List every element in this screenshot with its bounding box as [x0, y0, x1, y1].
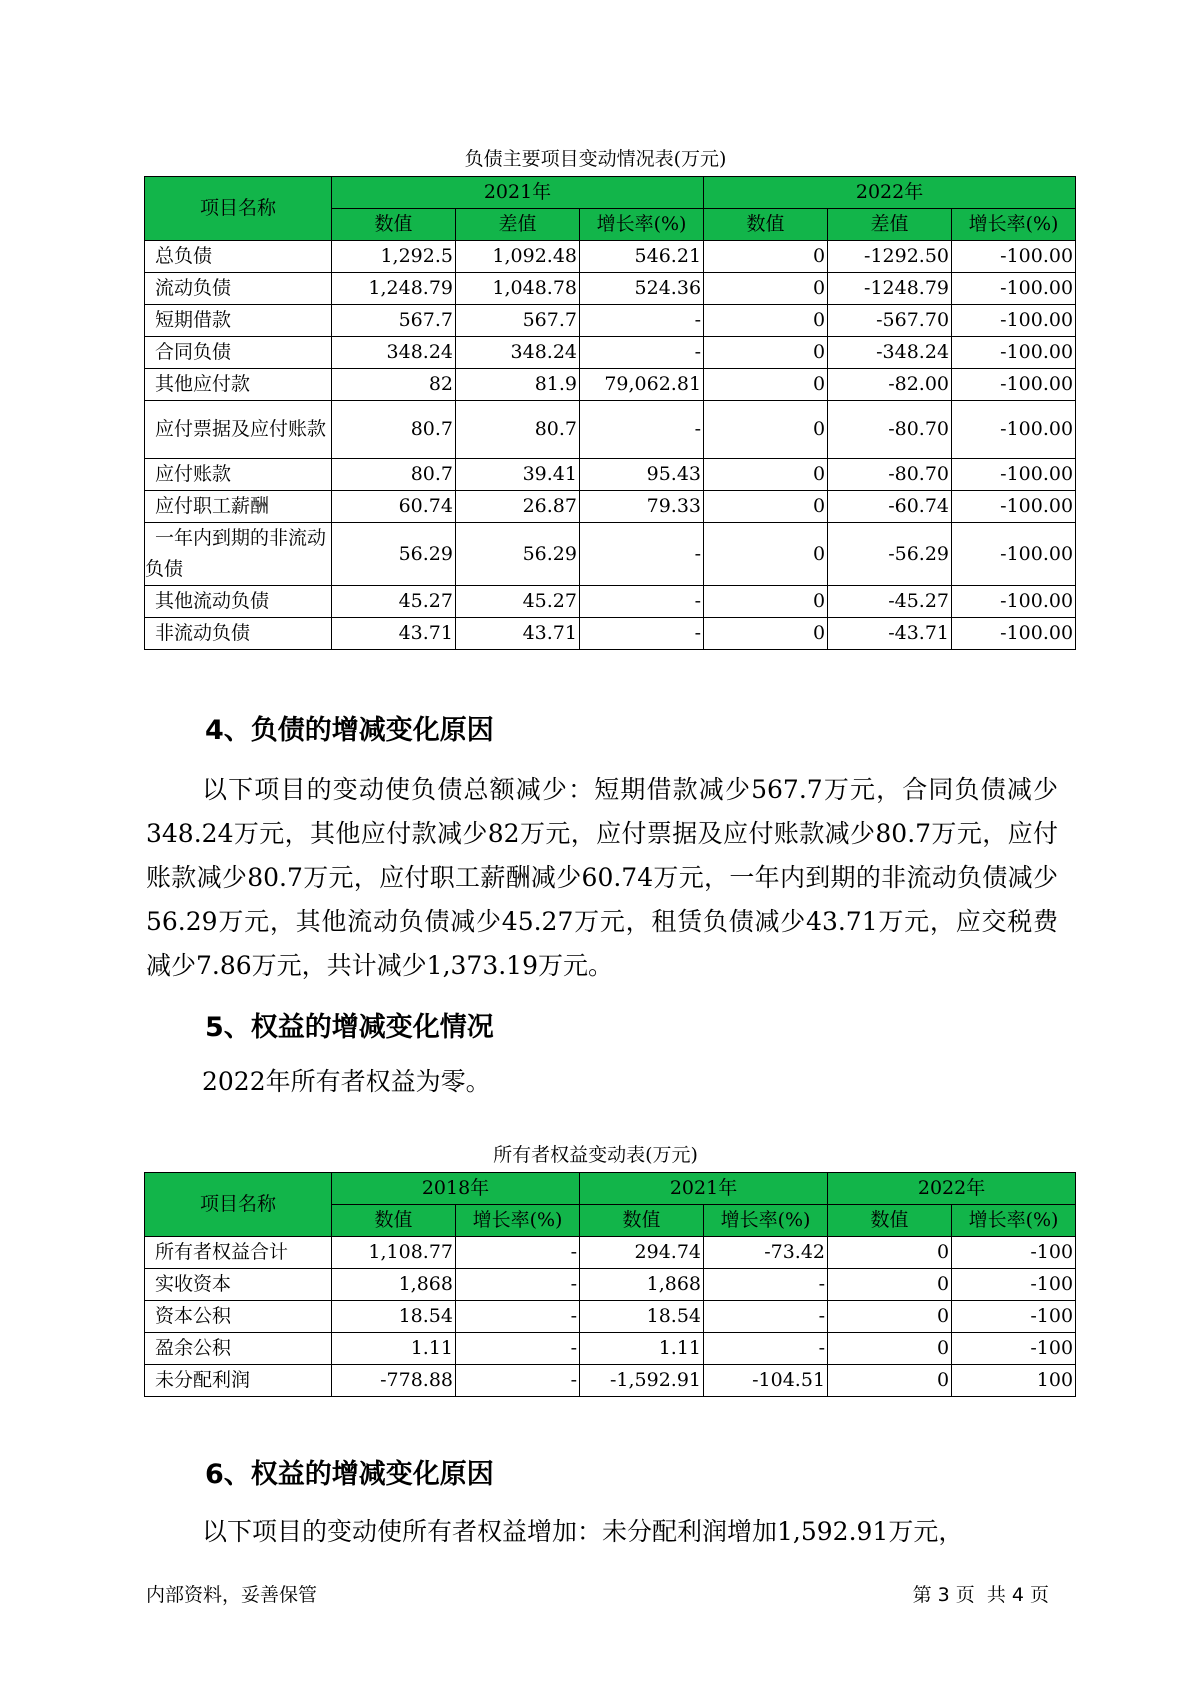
table-cell: - [580, 401, 704, 459]
table-cell: - [456, 1269, 580, 1301]
header-col: 增长率(%) [704, 1205, 828, 1237]
table-cell: 0 [828, 1365, 952, 1397]
table-cell: 567.7 [456, 305, 580, 337]
table-cell: 0 [704, 618, 828, 650]
table-cell: 567.7 [332, 305, 456, 337]
table-cell: -100 [952, 1237, 1076, 1269]
table-cell: - [580, 305, 704, 337]
table-cell: 1,868 [580, 1269, 704, 1301]
row-label: 流动负债 [145, 273, 332, 305]
table-cell: -1,592.91 [580, 1365, 704, 1397]
table-cell: -45.27 [828, 586, 952, 618]
table-row [145, 337, 1076, 369]
table-cell: -60.74 [828, 491, 952, 523]
table-cell: 0 [704, 273, 828, 305]
table-cell: -100.00 [952, 618, 1076, 650]
row-label: 总负债 [145, 241, 332, 273]
table-cell: -100.00 [952, 401, 1076, 459]
table-cell: -100.00 [952, 523, 1076, 586]
header-item-name: 项目名称 [145, 1173, 332, 1237]
header-col: 增长率(%) [952, 209, 1076, 241]
table-cell: 0 [704, 241, 828, 273]
row-label: 应付职工薪酬 [145, 491, 332, 523]
table-row [145, 273, 1076, 305]
table-cell: 95.43 [580, 459, 704, 491]
table-cell: - [580, 618, 704, 650]
header-year-2022: 2022年 [704, 177, 1076, 209]
header-col: 增长率(%) [580, 209, 704, 241]
table-cell: 80.7 [456, 401, 580, 459]
table-cell: -82.00 [828, 369, 952, 401]
table-row [145, 618, 1076, 650]
table-cell: 0 [828, 1301, 952, 1333]
table-row [145, 1365, 1076, 1397]
table-cell: -567.70 [828, 305, 952, 337]
header-year-2021: 2021年 [332, 177, 704, 209]
table-cell: 80.7 [332, 459, 456, 491]
table-row [145, 369, 1076, 401]
table-cell: 43.71 [456, 618, 580, 650]
table-row [145, 586, 1076, 618]
table-cell: 79.33 [580, 491, 704, 523]
header-col: 增长率(%) [952, 1205, 1076, 1237]
table-cell: 18.54 [332, 1301, 456, 1333]
table-cell: -100 [952, 1301, 1076, 1333]
table-cell: 26.87 [456, 491, 580, 523]
table-cell: -73.42 [704, 1237, 828, 1269]
table-cell: 56.29 [456, 523, 580, 586]
table-cell: - [456, 1333, 580, 1365]
table-cell: -80.70 [828, 401, 952, 459]
table-cell: 80.7 [332, 401, 456, 459]
table-row [145, 241, 1076, 273]
table-cell: -100.00 [952, 337, 1076, 369]
table-cell: 1,048.78 [456, 273, 580, 305]
header-col: 数值 [332, 1205, 456, 1237]
table-cell: 0 [704, 337, 828, 369]
row-label: 一年内到期的非流动负债 [145, 523, 332, 586]
table-cell: - [456, 1365, 580, 1397]
header-year-2021: 2021年 [580, 1173, 828, 1205]
table-row [145, 491, 1076, 523]
table-cell: 45.27 [456, 586, 580, 618]
table-cell: 56.29 [332, 523, 456, 586]
row-label: 其他流动负债 [145, 586, 332, 618]
table-cell: 0 [704, 305, 828, 337]
table-row [145, 1301, 1076, 1333]
liabilities-table-body [145, 241, 1076, 650]
table-cell: 39.41 [456, 459, 580, 491]
table-cell: 524.36 [580, 273, 704, 305]
table-cell: 1,108.77 [332, 1237, 456, 1269]
table-cell: 546.21 [580, 241, 704, 273]
table-row [145, 401, 1076, 459]
table-cell: 79,062.81 [580, 369, 704, 401]
table-cell: 1,092.48 [456, 241, 580, 273]
table-cell: - [580, 586, 704, 618]
table-cell: -778.88 [332, 1365, 456, 1397]
row-label: 资本公积 [145, 1301, 332, 1333]
table-cell: 0 [704, 491, 828, 523]
table-cell: 0 [704, 369, 828, 401]
table-row [145, 1333, 1076, 1365]
table-cell: 1,292.5 [332, 241, 456, 273]
liabilities-table [144, 176, 1076, 650]
table-cell: -100.00 [952, 369, 1076, 401]
table-cell: - [704, 1333, 828, 1365]
table-cell: 0 [828, 1237, 952, 1269]
header-col: 增长率(%) [456, 1205, 580, 1237]
row-label: 实收资本 [145, 1269, 332, 1301]
table-cell: 0 [704, 586, 828, 618]
table-cell: - [704, 1269, 828, 1301]
table-cell: 0 [828, 1333, 952, 1365]
table-cell: -1248.79 [828, 273, 952, 305]
section5-paragraph: 2022年所有者权益为零。 [202, 1067, 491, 1096]
table-cell: 100 [952, 1365, 1076, 1397]
row-label: 盈余公积 [145, 1333, 332, 1365]
table-cell: -100.00 [952, 586, 1076, 618]
table-cell: -100.00 [952, 491, 1076, 523]
table-cell: -100 [952, 1333, 1076, 1365]
table-cell: -104.51 [704, 1365, 828, 1397]
section6-heading: 6、权益的增减变化原因 [205, 1459, 494, 1490]
table1-caption: 负债主要项目变动情况表(万元) [464, 148, 727, 170]
table-cell: 1.11 [580, 1333, 704, 1365]
table-cell: - [580, 337, 704, 369]
table-cell: -100.00 [952, 273, 1076, 305]
header-col: 数值 [828, 1205, 952, 1237]
row-label: 未分配利润 [145, 1365, 332, 1397]
table-cell: - [456, 1237, 580, 1269]
table-row [145, 1269, 1076, 1301]
equity-table [144, 1172, 1076, 1397]
table2-caption: 所有者权益变动表(万元) [493, 1144, 698, 1166]
header-item-name: 项目名称 [145, 177, 332, 241]
table-cell: -43.71 [828, 618, 952, 650]
table-cell: 0 [828, 1269, 952, 1301]
footer-left: 内部资料，妥善保管 [146, 1584, 318, 1606]
section4-heading: 4、负债的增减变化原因 [205, 715, 494, 746]
table-cell: 45.27 [332, 586, 456, 618]
table-cell: -348.24 [828, 337, 952, 369]
table-cell: 348.24 [456, 337, 580, 369]
table-cell: -80.70 [828, 459, 952, 491]
table-cell: 60.74 [332, 491, 456, 523]
header-col: 数值 [580, 1205, 704, 1237]
header-col: 数值 [332, 209, 456, 241]
table-cell: 0 [704, 459, 828, 491]
row-label: 合同负债 [145, 337, 332, 369]
table-cell: 0 [704, 401, 828, 459]
table-cell: 294.74 [580, 1237, 704, 1269]
table-cell: -100 [952, 1269, 1076, 1301]
table-row [145, 305, 1076, 337]
table-cell: - [704, 1301, 828, 1333]
table-cell: 82 [332, 369, 456, 401]
table-cell: 81.9 [456, 369, 580, 401]
table-cell: 348.24 [332, 337, 456, 369]
header-year-2018: 2018年 [332, 1173, 580, 1205]
table-cell: 43.71 [332, 618, 456, 650]
table-cell: 1,868 [332, 1269, 456, 1301]
row-label: 非流动负债 [145, 618, 332, 650]
table-cell: - [456, 1301, 580, 1333]
row-label: 应付账款 [145, 459, 332, 491]
table-cell: -100.00 [952, 305, 1076, 337]
header-col: 差值 [828, 209, 952, 241]
table-cell: -100.00 [952, 241, 1076, 273]
section6-paragraph: 以下项目的变动使所有者权益增加：未分配利润增加1,592.91万元， [202, 1517, 964, 1546]
table-row [145, 459, 1076, 491]
header-col: 差值 [456, 209, 580, 241]
table-cell: 18.54 [580, 1301, 704, 1333]
table-cell: 0 [704, 523, 828, 586]
table-cell: - [580, 523, 704, 586]
section4-paragraph: 以下项目的变动使负债总额减少：短期借款减少567.7万元，合同负债减少348.24万元，其他应付款减少82万元，应付票据及应付账款减少80.7万元，应付账款减少80.7万元，应付职工薪酬减少60.74万元，一年内到期的非流动负债减少56.29万元，其他流动负债减少45.27万元，租赁负债减少43.71万元，应交税费减少7.86万元，共计减少1,373.19万元。 [146, 775, 1058, 980]
header-year-2022: 2022年 [828, 1173, 1076, 1205]
table-cell: 1.11 [332, 1333, 456, 1365]
row-label: 其他应付款 [145, 369, 332, 401]
header-col: 数值 [704, 209, 828, 241]
equity-table-body [145, 1237, 1076, 1397]
row-label: 短期借款 [145, 305, 332, 337]
table-cell: -56.29 [828, 523, 952, 586]
table-cell: 1,248.79 [332, 273, 456, 305]
row-label: 应付票据及应付账款 [145, 401, 332, 459]
table-cell: -100.00 [952, 459, 1076, 491]
table-cell: -1292.50 [828, 241, 952, 273]
footer-page-number: 第 3 页 共 4 页 [912, 1584, 1049, 1606]
table-row [145, 1237, 1076, 1269]
row-label: 所有者权益合计 [145, 1237, 332, 1269]
table-row [145, 523, 1076, 586]
section5-heading: 5、权益的增减变化情况 [205, 1012, 494, 1043]
